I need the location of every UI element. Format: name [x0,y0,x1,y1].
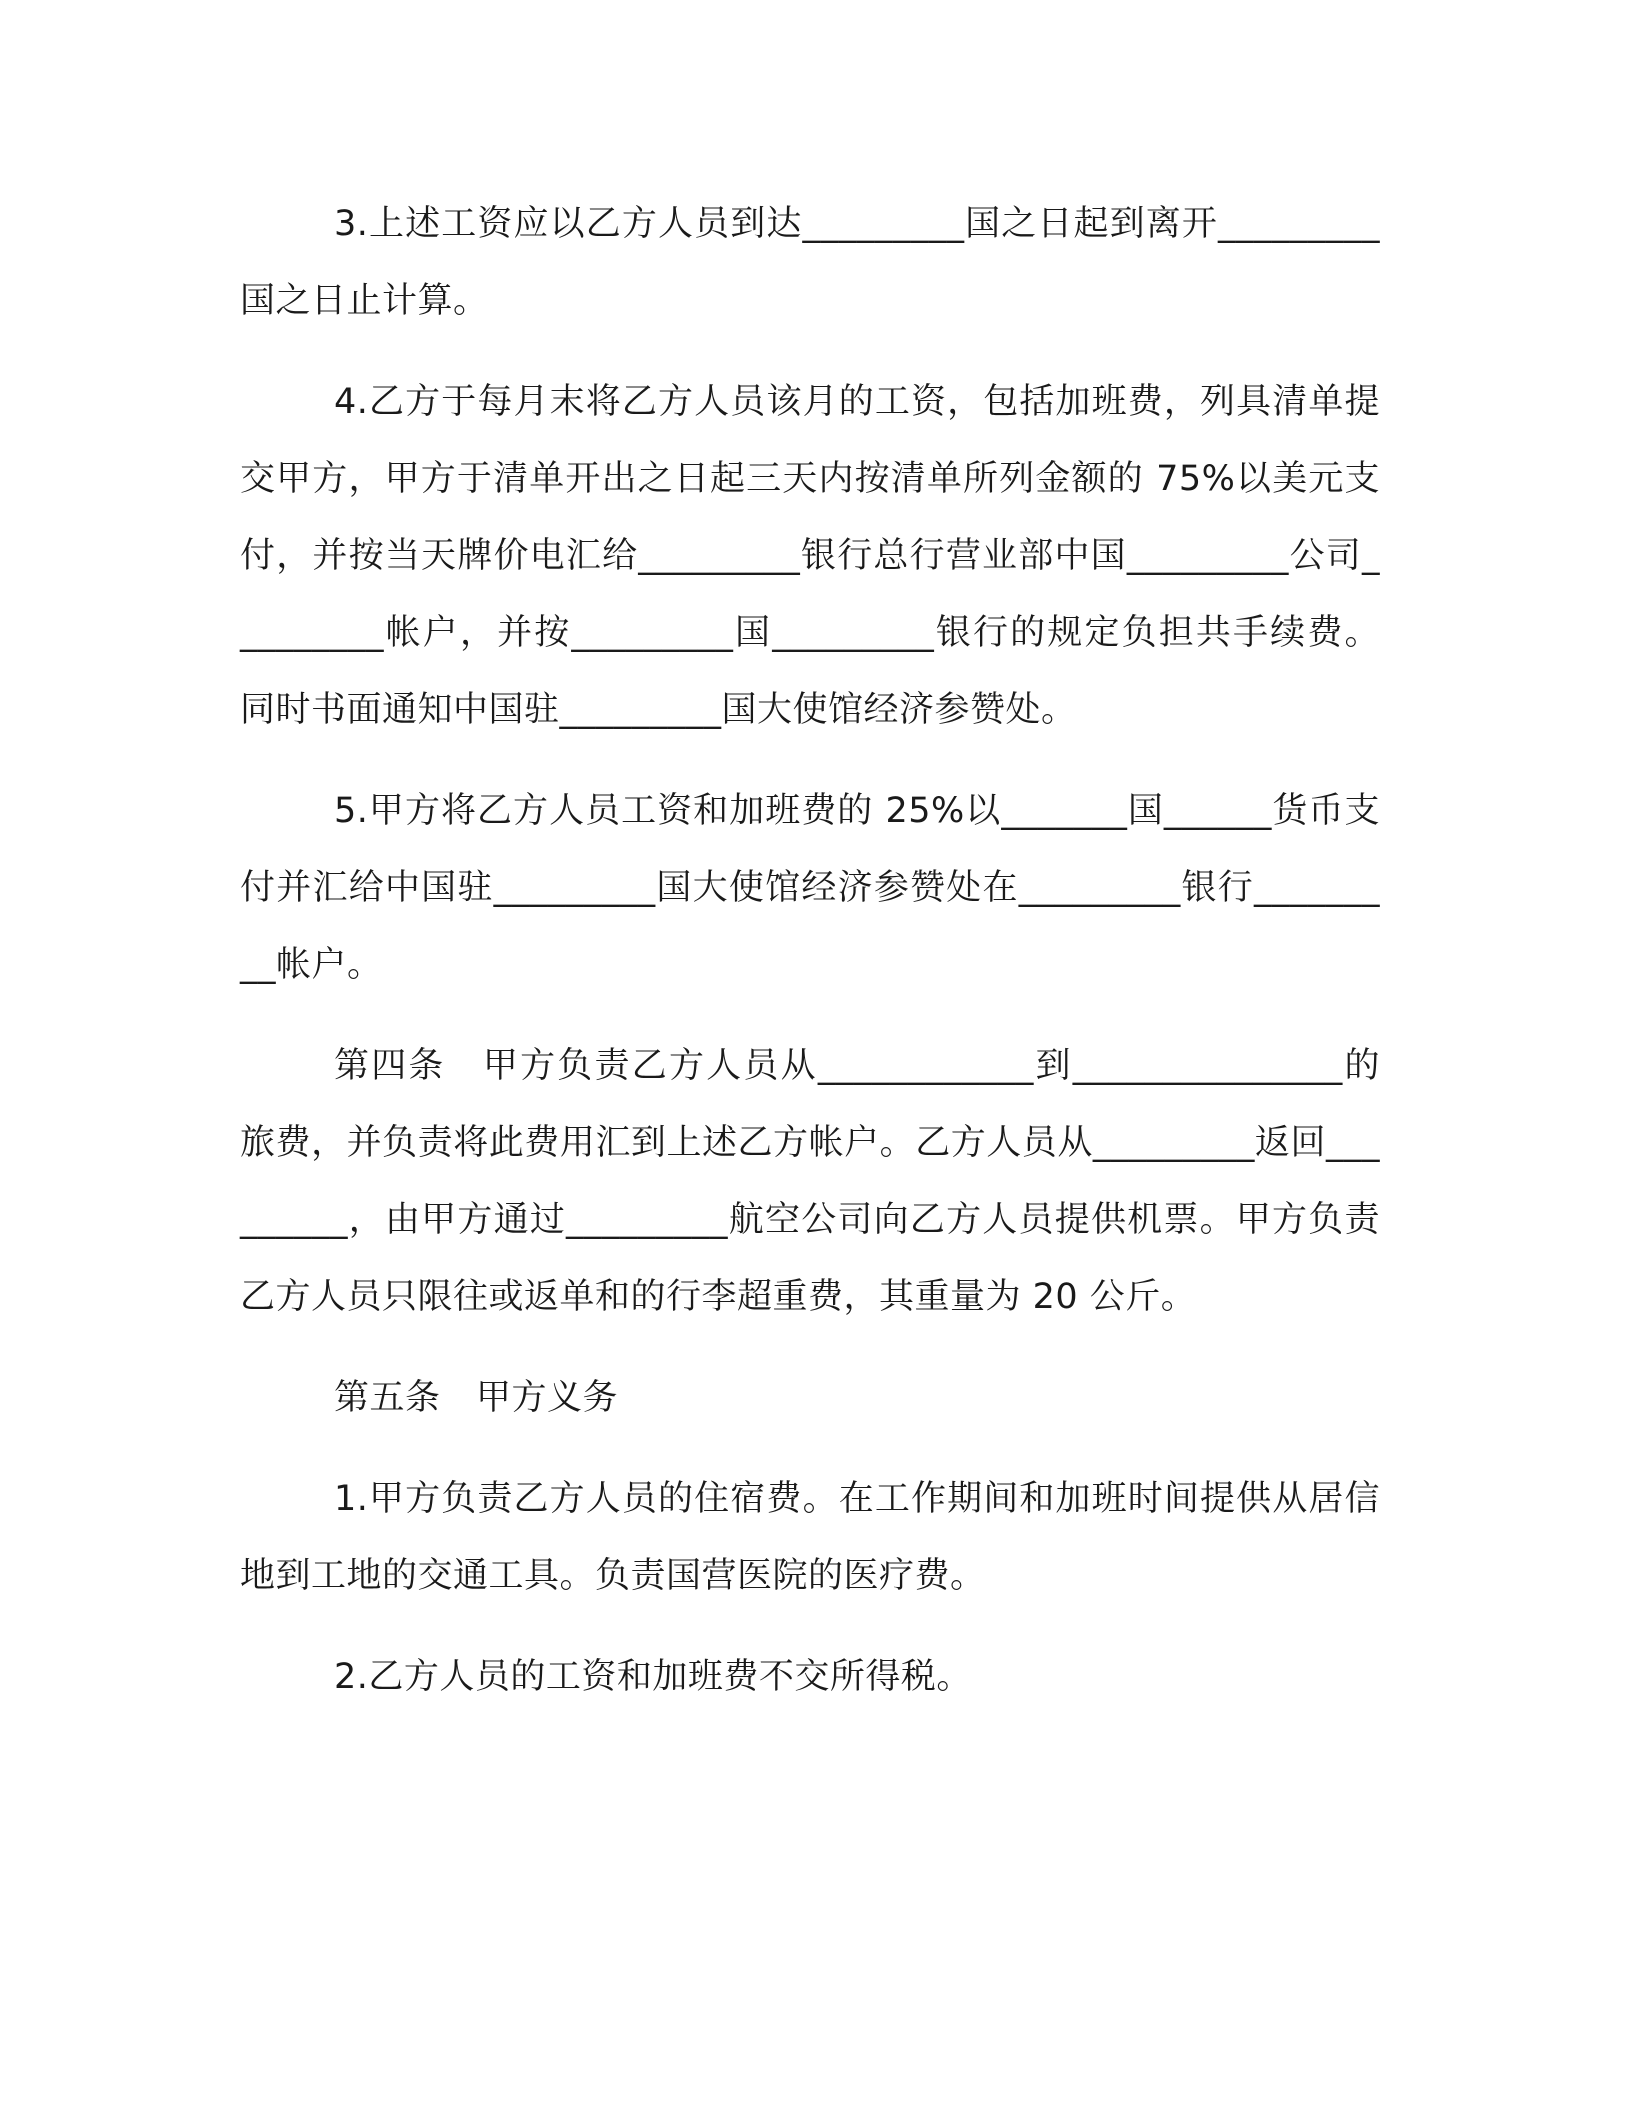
article-5-heading: 第五条 甲方义务 [334,1378,619,1418]
document-body [240,186,1380,1740]
clause-3-wage-period: 3.上述工资应以乙方人员到达_________国之日起到离开_________国之日止计算。 [240,204,1380,321]
article-4-travel-expenses: 第四条 甲方负责乙方人员从____________到_______________的旅费，并负责将此费用汇到上述乙方帐户。乙方人员从_________返回_________，由甲方通过_________航空公司向乙方人员提供机票。甲方负责乙方人员只限往或返单和的行李超重费，其重量为 20 公斤。 [240,1046,1380,1317]
article-5-item-2: 2.乙方人员的工资和加班费不交所得税。 [334,1657,972,1697]
article-5-item-1: 1.甲方负责乙方人员的住宿费。在工作期间和加班时间提供从居信地到工地的交通工具。负责国营医院的医疗费。 [240,1479,1380,1596]
clause-4-monthly-payment: 4.乙方于每月末将乙方人员该月的工资，包括加班费，列具清单提交甲方，甲方于清单开出之日起三天内按清单所列金额的 75%以美元支付，并按当天牌价电汇给_________银行总行营业部中国_________公司_________帐户，并按_________国_________银行的规定负担共手续费。同时书面通知中国驻_________国大使馆经济参赞处。 [240,382,1380,730]
clause-5-local-currency-payment: 5.甲方将乙方人员工资和加班费的 25%以_______国______货币支付并汇给中国驻_________国大使馆经济参赞处在_________银行_________帐户。 [240,791,1380,985]
